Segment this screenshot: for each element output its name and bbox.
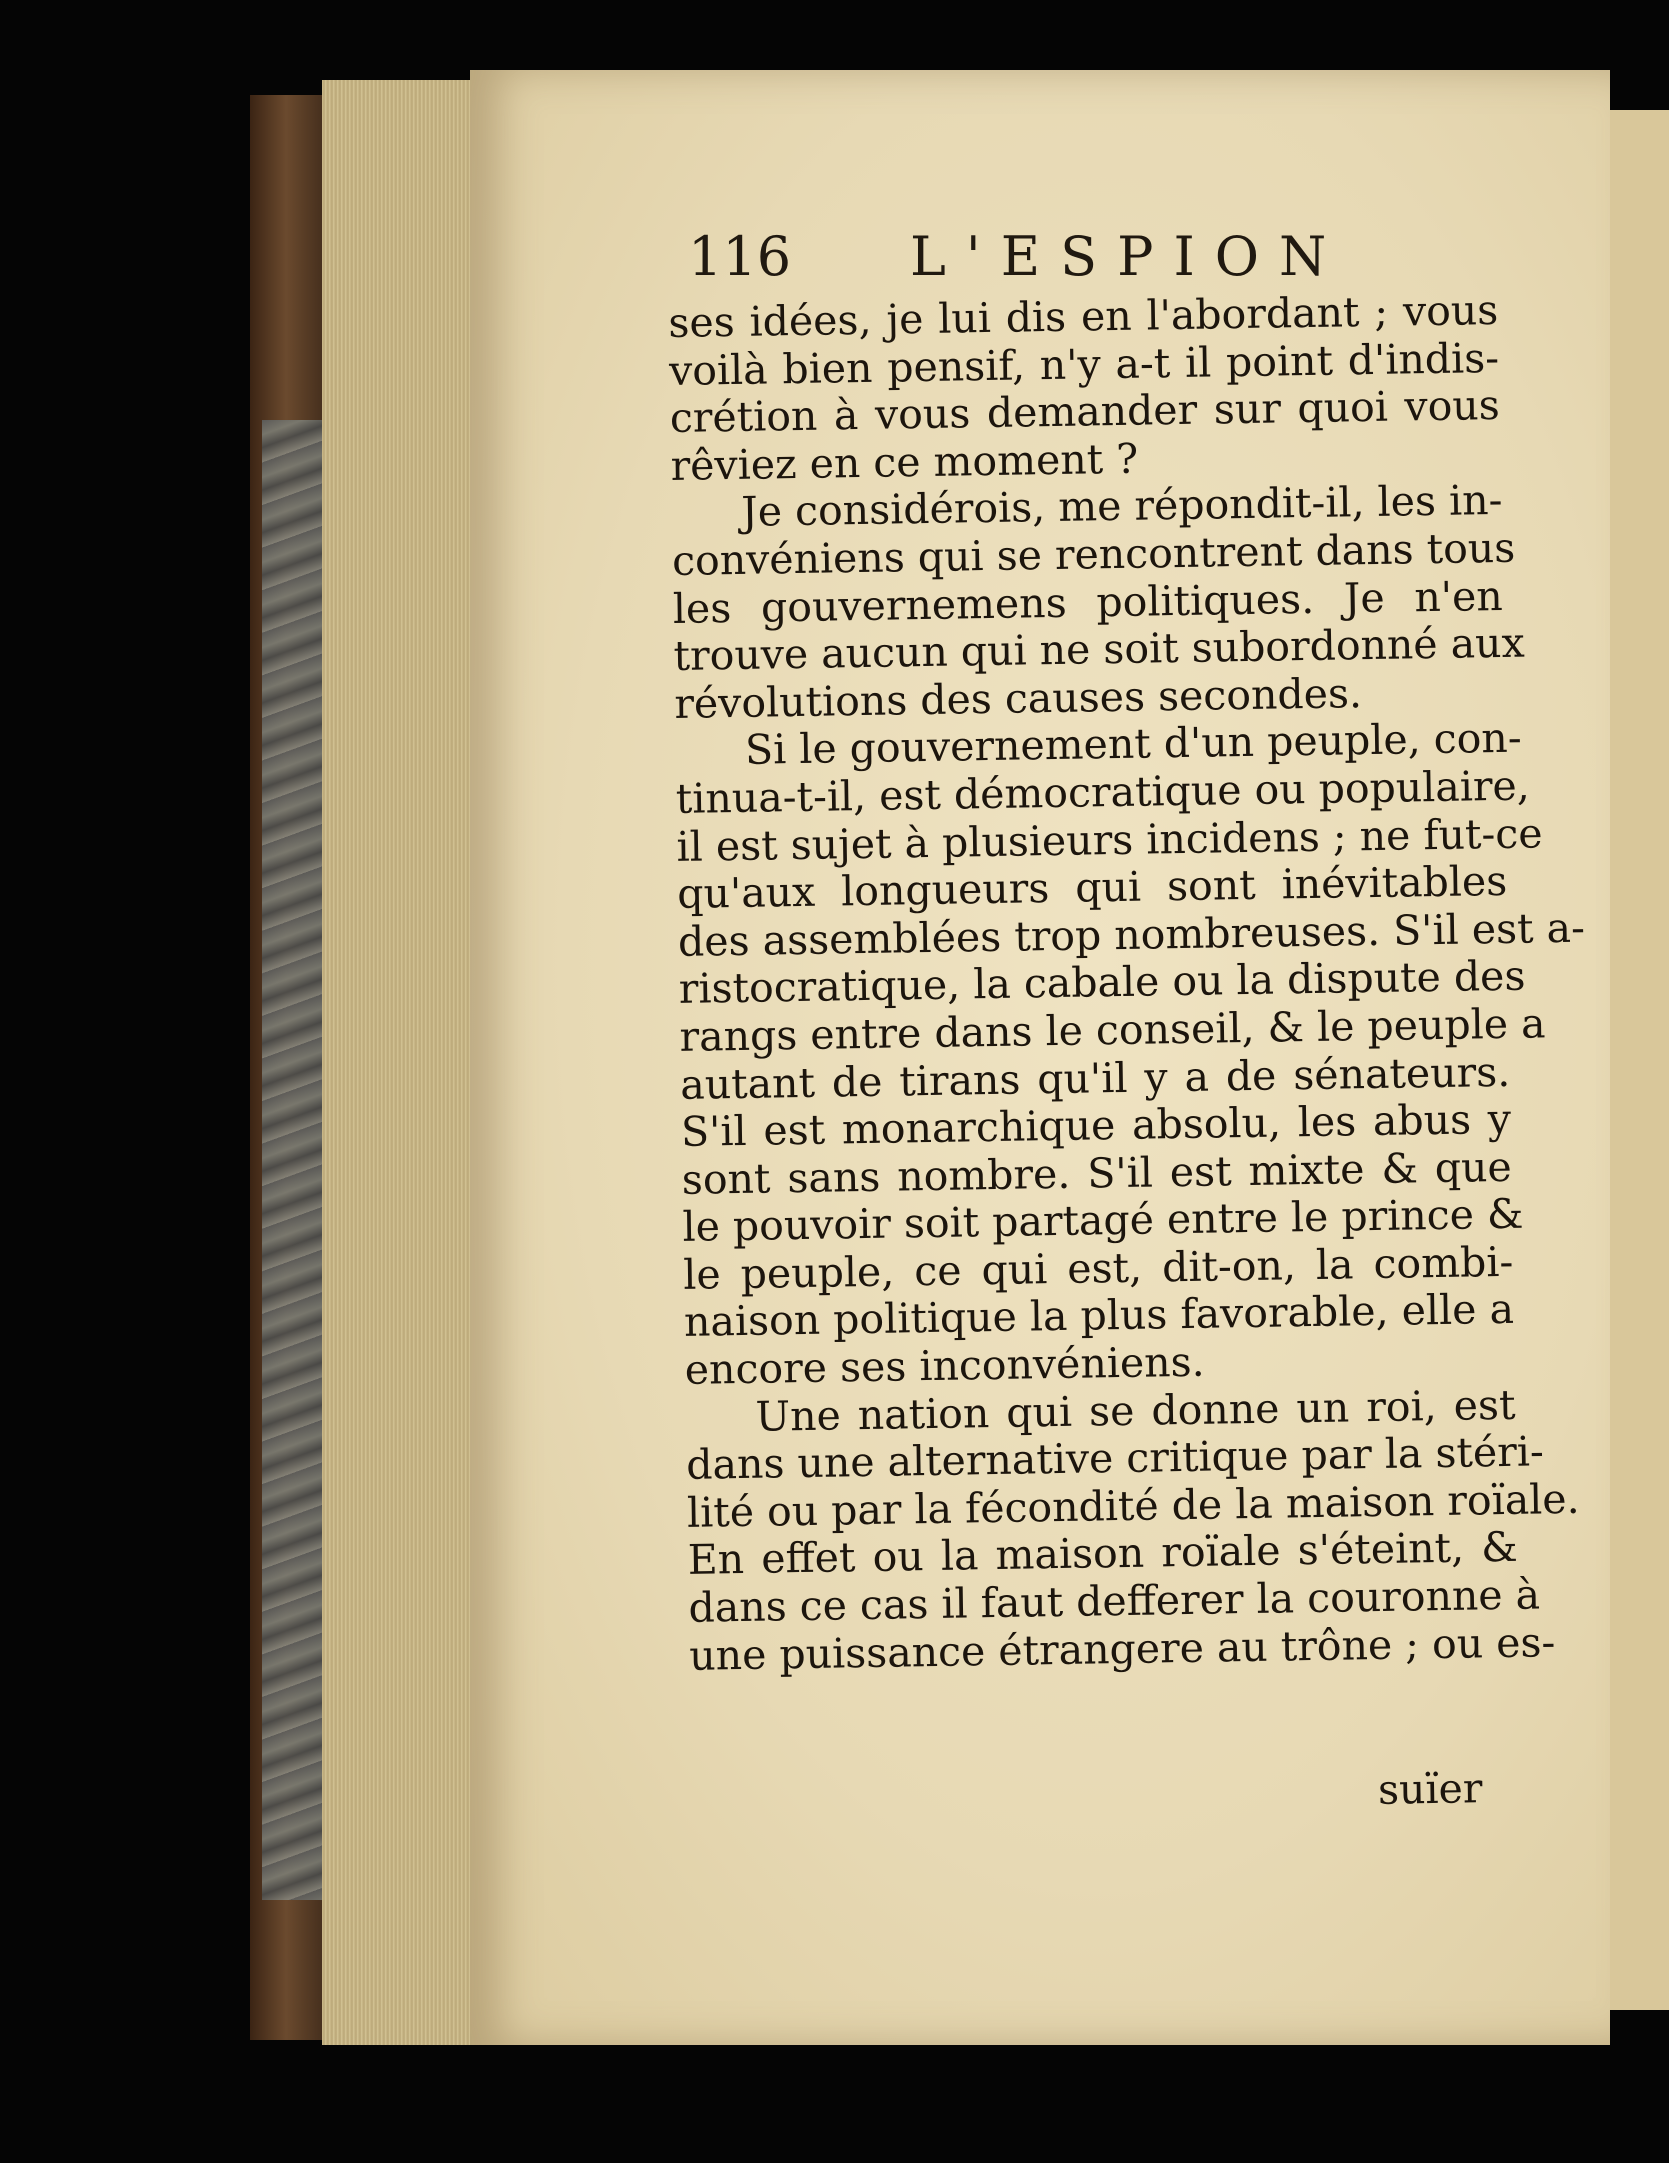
facing-page-edge [1605, 110, 1669, 2010]
text-line: encore ses inconvéniens. [684, 1337, 1205, 1394]
body-text [667, 285, 1586, 1680]
text-line: dans une alternative critique par la stéri- [685, 1427, 1545, 1490]
text-line: Une nation qui se donne un roi, est [755, 1380, 1516, 1441]
text-line: voilà bien pensif, n'y a-t il point d'indis- [668, 333, 1500, 395]
text-line: il est sujet à plusieurs incidens ; ne fut-ce [676, 808, 1543, 871]
text-line: Si le gouvernement d'un peuple, con- [744, 713, 1522, 775]
text-line: Je considérois, me répondit-il, les in- [740, 476, 1503, 537]
text-line: rêviez en ce moment ? [670, 434, 1139, 490]
page-number: 116 [688, 225, 792, 288]
text-line: qu'aux longueurs qui sont inévitables [676, 857, 1508, 919]
text-line: trouve aucun qui ne soit subordonné aux [673, 618, 1525, 681]
text-line: ses idées, je lui dis en l'abordant ; vous [667, 285, 1499, 347]
text-line: ristocratique, la cabale ou la dispute des [678, 951, 1526, 1014]
text-line: dans ce cas il faut defferer la couronne à [688, 1570, 1541, 1632]
text-line: les gouvernemens politiques. Je n'en [672, 571, 1504, 633]
marbled-cover [262, 420, 322, 1900]
page-edges [322, 80, 472, 2045]
text-line: des assemblées trop nombreuses. S'il est a- [677, 903, 1586, 966]
text-line: rangs entre dans le conseil, & le peuple a [679, 999, 1546, 1061]
catchword: suïer [1377, 1764, 1483, 1814]
running-title: L'ESPION [910, 225, 1347, 288]
text-line: S'il est monarchique absolu, les abus y [680, 1094, 1512, 1156]
text-line: révolutions des causes secondes. [673, 668, 1363, 728]
text-line: tinua-t-il, est démocratique ou populaire, [675, 761, 1531, 823]
text-line: sont sans nombre. S'il est mixte & que [681, 1142, 1513, 1204]
text-line: lité ou par la fécondité de la maison roïale. [686, 1474, 1580, 1537]
text-line: naison politique la plus favorable, elle a [683, 1285, 1515, 1347]
text-line: En effet ou la maison roïale s'éteint, & [687, 1523, 1519, 1585]
text-line: une puissance étrangere au trône ; ou es- [688, 1617, 1556, 1680]
text-line: le peuple, ce qui est, dit-on, la combi- [682, 1237, 1514, 1299]
text-line: convéniens qui se rencontrent dans tous [671, 523, 1516, 585]
text-line: crétion à vous demander sur quoi vous [669, 381, 1501, 443]
running-head [688, 215, 1347, 295]
text-line: le pouvoir soit partagé entre le prince & [682, 1189, 1524, 1252]
text-line: autant de tirans qu'il y a de sénateurs. [679, 1047, 1511, 1109]
